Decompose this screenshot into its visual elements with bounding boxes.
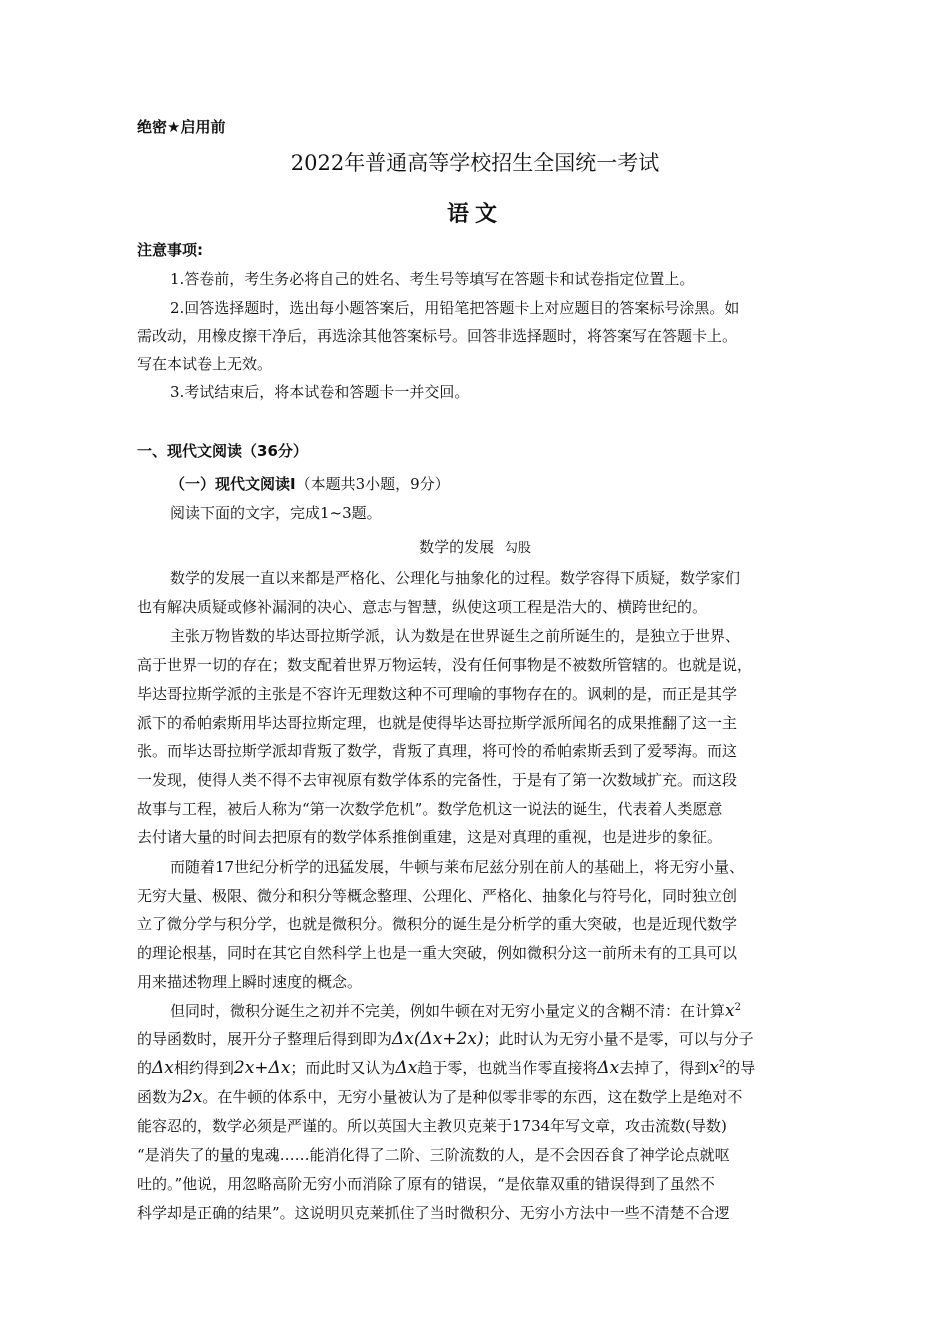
notice-line: 3.考试结束后，将本试卷和答题卡一并交回。 — [170, 383, 470, 401]
math-variable: Δx — [597, 1058, 620, 1078]
notice-line: 需改动，用橡皮擦干净后，再选涂其他答案标号。回答非选择题时，将答案写在答题卡上。 — [137, 327, 738, 345]
article-line-math — [137, 1058, 755, 1078]
notice-line: 2.回答选择题时，选出每小题答案后，用铅笔把答题卡上对应题目的答案标号涂黑。如 — [170, 299, 740, 317]
article-line: 能容忍的，数学必须是严谨的。所以英国大主教贝克莱于1734年写文章，攻击流数(导数) — [137, 1117, 727, 1135]
math-variable: Δx — [395, 1058, 418, 1078]
article-line: 也有解决质疑或修补漏洞的决心、意志与智慧，纵使这项工程是浩大的、横跨世纪的。 — [137, 598, 708, 616]
text-run: 函数为 — [137, 1088, 183, 1106]
subsection-note: （本题共3小题，9分） — [295, 475, 450, 493]
notice-heading: 注意事项: — [137, 241, 203, 259]
exam-title: 2022年普通高等学校招生全国统一考试 — [290, 151, 660, 175]
article-title: 数学的发展 — [419, 538, 495, 556]
article-author: 勾股 — [504, 541, 531, 556]
article-line: 用来描述物理上瞬时速度的概念。 — [137, 973, 363, 991]
article-line-math — [170, 1001, 741, 1021]
math-exponent: 2 — [718, 1059, 726, 1070]
text-run: ；此时认为无穷小量不是零，可以与分子 — [483, 1030, 754, 1048]
text-run: 相约得到 — [173, 1059, 234, 1077]
text-run: ；而此时又认为 — [290, 1059, 396, 1077]
math-variable: x — [725, 1001, 735, 1021]
article-line: 立了微分学与积分学，也就是微积分。微积分的诞生是分析学的重大突破，也是近现代数学 — [137, 915, 738, 933]
reading-instruction: 阅读下面的文字，完成1~3题。 — [170, 504, 382, 522]
article-line: 张。而毕达哥拉斯学派却背叛了数学，背叛了真理，将可怜的希帕索斯丢到了爱琴海。而这 — [137, 742, 738, 760]
text-run: 但同时，微积分诞生之初并不完美，例如牛顿在对无穷小量定义的含糊不清：在计算 — [170, 1002, 726, 1020]
article-line: 主张万物皆数的毕达哥拉斯学派，认为数是在世界诞生之前所诞生的，是独立于世界、 — [170, 627, 741, 645]
article-line: 高于世界一切的存在；数支配着世界万物运转，没有任何事物是不被数所管辖的。也就是说， — [137, 656, 753, 674]
text-run: 的 — [137, 1059, 153, 1077]
secret-mark: 绝密★启用前 — [137, 118, 226, 136]
article-line: 无穷大量、极限、微分和积分等概念整理、公理化、严格化、抽象化与符号化，同时独立创 — [137, 887, 738, 905]
subject-title: 语文 — [446, 201, 503, 227]
text-run: 趋于零，也就当作零直接将 — [417, 1059, 598, 1077]
article-line-math — [137, 1029, 754, 1049]
article-line: 的理论根基，同时在其它自然科学上也是一重大突破，例如微积分这一前所未有的工具可以 — [137, 944, 738, 962]
article-line: “是消失了的量的鬼魂……能消化得了二阶、三阶流数的人，是不会因吞食了神学论点就呕 — [137, 1146, 730, 1164]
text-run: 的导函数时，展开分子整理后得到即为 — [137, 1030, 393, 1048]
article-line-math — [137, 1087, 742, 1107]
article-line: 派下的希帕索斯用毕达哥拉斯定理，也就是使得毕达哥拉斯学派所闻名的成果推翻了这一主 — [137, 714, 738, 732]
article-line: 故事与工程，被后人称为“第一次数学危机”。数学危机这一说法的诞生，代表着人类愿意 — [137, 800, 723, 818]
math-expression: Δx(Δx+2x) — [392, 1029, 484, 1049]
article-line: 数学的发展一直以来都是严格化、公理化与抽象化的过程。数学容得下质疑，数学家们 — [170, 569, 741, 587]
math-exponent: 2 — [734, 1002, 741, 1013]
subsection-label: （一）现代文阅读Ⅰ — [170, 475, 296, 493]
notice-line: 1.答卷前，考生务必将自己的姓名、考生号等填写在答题卡和试卷指定位置上。 — [170, 270, 695, 288]
math-variable: Δx — [152, 1058, 174, 1078]
subsection-heading — [170, 474, 450, 494]
math-expression: 2x — [182, 1087, 203, 1107]
text-run: 去掉了，得到 — [619, 1059, 710, 1077]
math-variable: x — [709, 1058, 719, 1078]
text-run: 。在牛顿的体系中，无穷小量被认为了是种似零非零的东西，这在数学上是绝对不 — [202, 1088, 743, 1106]
notice-line: 写在本试卷上无效。 — [137, 355, 273, 373]
article-line: 吐的。”他说，用忽略高阶无穷小而消除了原有的错误，“是依靠双重的错误得到了虽然不 — [137, 1175, 715, 1193]
section-heading: 一、现代文阅读（36分） — [137, 442, 308, 460]
math-expression: 2x+Δx — [233, 1058, 291, 1078]
article-heading — [0, 537, 950, 559]
article-line: 毕达哥拉斯学派的主张是不容许无理数这种不可理喻的事物存在的。讽刺的是，而正是其学 — [137, 685, 738, 703]
article-line: 而随着17世纪分析学的迅猛发展，牛顿与莱布尼兹分别在前人的基础上，将无穷小量、 — [170, 858, 745, 876]
article-line: 一发现，使得人类不得不去审视原有数学体系的完备性，于是有了第一次数域扩充。而这段 — [137, 771, 738, 789]
article-line: 去付诸大量的时间去把原有的数学体系推倒重建，这是对真理的重视，也是进步的象征。 — [137, 828, 723, 846]
text-run: 的导 — [725, 1059, 756, 1077]
article-line: 科学却是正确的结果”。这说明贝克莱抓住了当时微积分、无穷小方法中一些不清楚不合逻 — [137, 1204, 730, 1222]
